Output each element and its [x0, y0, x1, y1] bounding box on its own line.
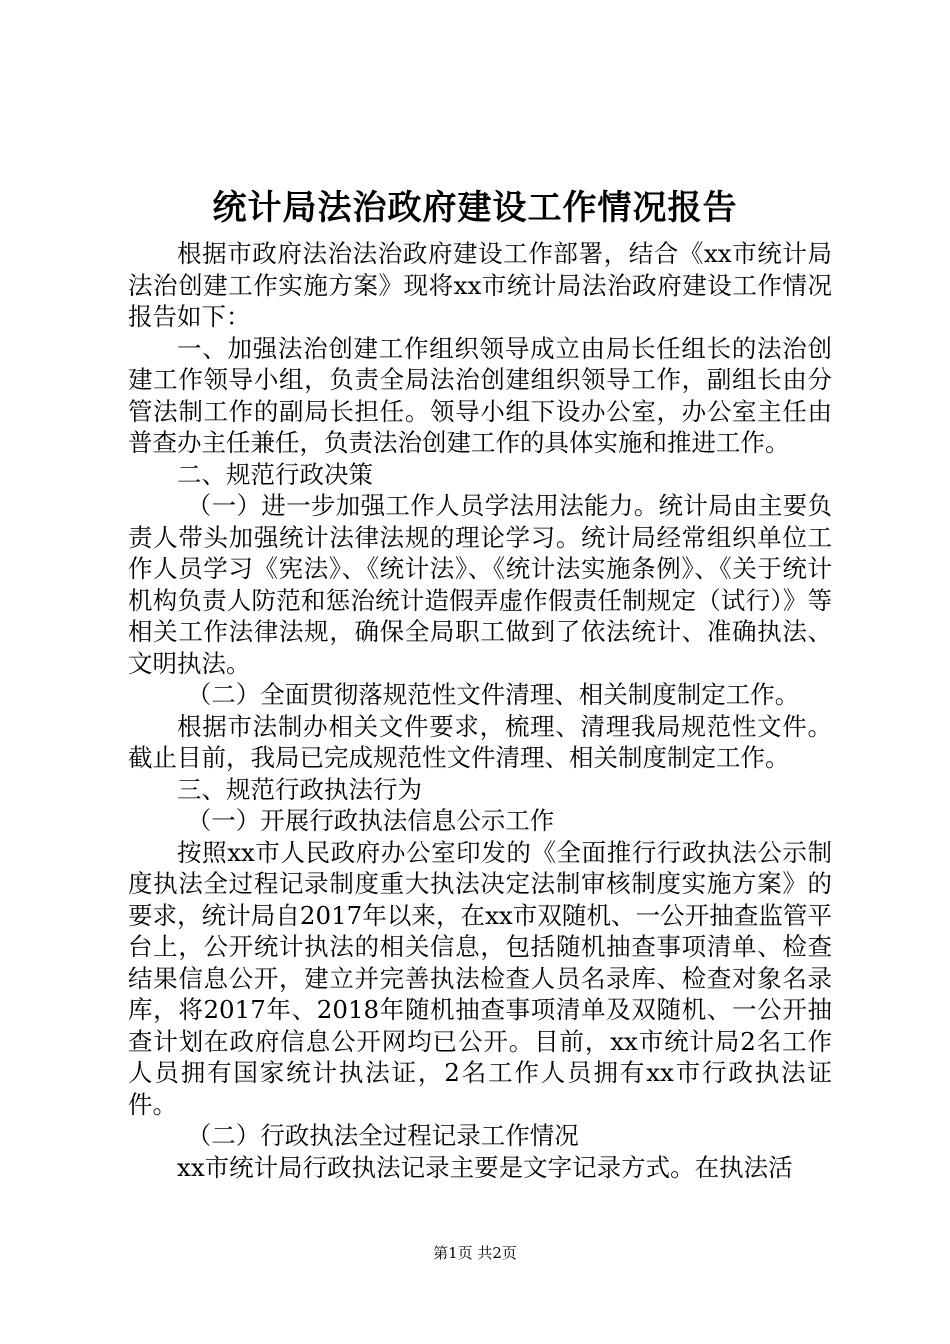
subsection-heading: （一）开展行政执法信息公示工作 [186, 806, 555, 835]
subsection-heading: （二）行政执法全过程记录工作情况 [186, 1121, 579, 1150]
paragraph: （一）进一步加强工作人员学法用法能力。统计局由主要负责人带头加强统计法律法规的理论学习。统计局经常组织单位工作人员学习《宪法》、《统计法》、《统计法实施条例》、《关于统计机构负责人防范和惩治统计造假弄虚作假责任制规定（试行）》等相关工作法律法规，确保全局职工做到了依法统计、准确执法、文明执法。 [128, 491, 832, 678]
paragraph: 根据市法制办相关文件要求，梳理、清理我局规范性文件。截止目前，我局已完成规范性文件清理、相关制度制定工作。 [128, 711, 832, 772]
paragraph: 根据市政府法治法治政府建设工作部署，结合《xx市统计局法治创建工作实施方案》现将xx市统计局法治政府建设工作情况报告如下： [128, 239, 832, 331]
subsection-heading: （二）全面贯彻落规范性文件清理、相关制度制定工作。 [186, 680, 800, 709]
page-footer: 第1页 共2页 [433, 1244, 517, 1262]
paragraph: 按照xx市人民政府办公室印发的《全面推行行政执法公示制度执法全过程记录制度重大执法决定法制审核制度实施方案》的要求，统计局自2017年以来，在xx市双随机、一公开抽查监管平台上，公开统计执法的相关信息，包括随机抽查事项清单、检查结果信息公开，建立并完善执法检查人员名录库、检查对象名录库，将2017年、2018年随机抽查事项清单及双随机、一公开抽查计划在政府信息公开网均已公开。目前，xx市统计局2名工作人员拥有国家统计执法证，2名工作人员拥有xx市行政执法证件。 [128, 837, 832, 1119]
section-heading: 二、规范行政决策 [177, 459, 373, 489]
paragraph: 一、加强法治创建工作组织领导成立由局长任组长的法治创建工作领导小组，负责全局法治创建组织领导工作，副组长由分管法制工作的副局长担任。领导小组下设办公室，办公室主任由普查办主任兼任，负责法治创建工作的具体实施和推进工作。 [128, 333, 832, 457]
section-heading: 三、规范行政执法行为 [177, 774, 422, 804]
document-title: 统计局法治政府建设工作情况报告 [212, 188, 738, 228]
document-body [128, 238, 832, 1183]
paragraph: xx市统计局行政执法记录主要是文字记录方式。在执法活 [177, 1152, 793, 1182]
